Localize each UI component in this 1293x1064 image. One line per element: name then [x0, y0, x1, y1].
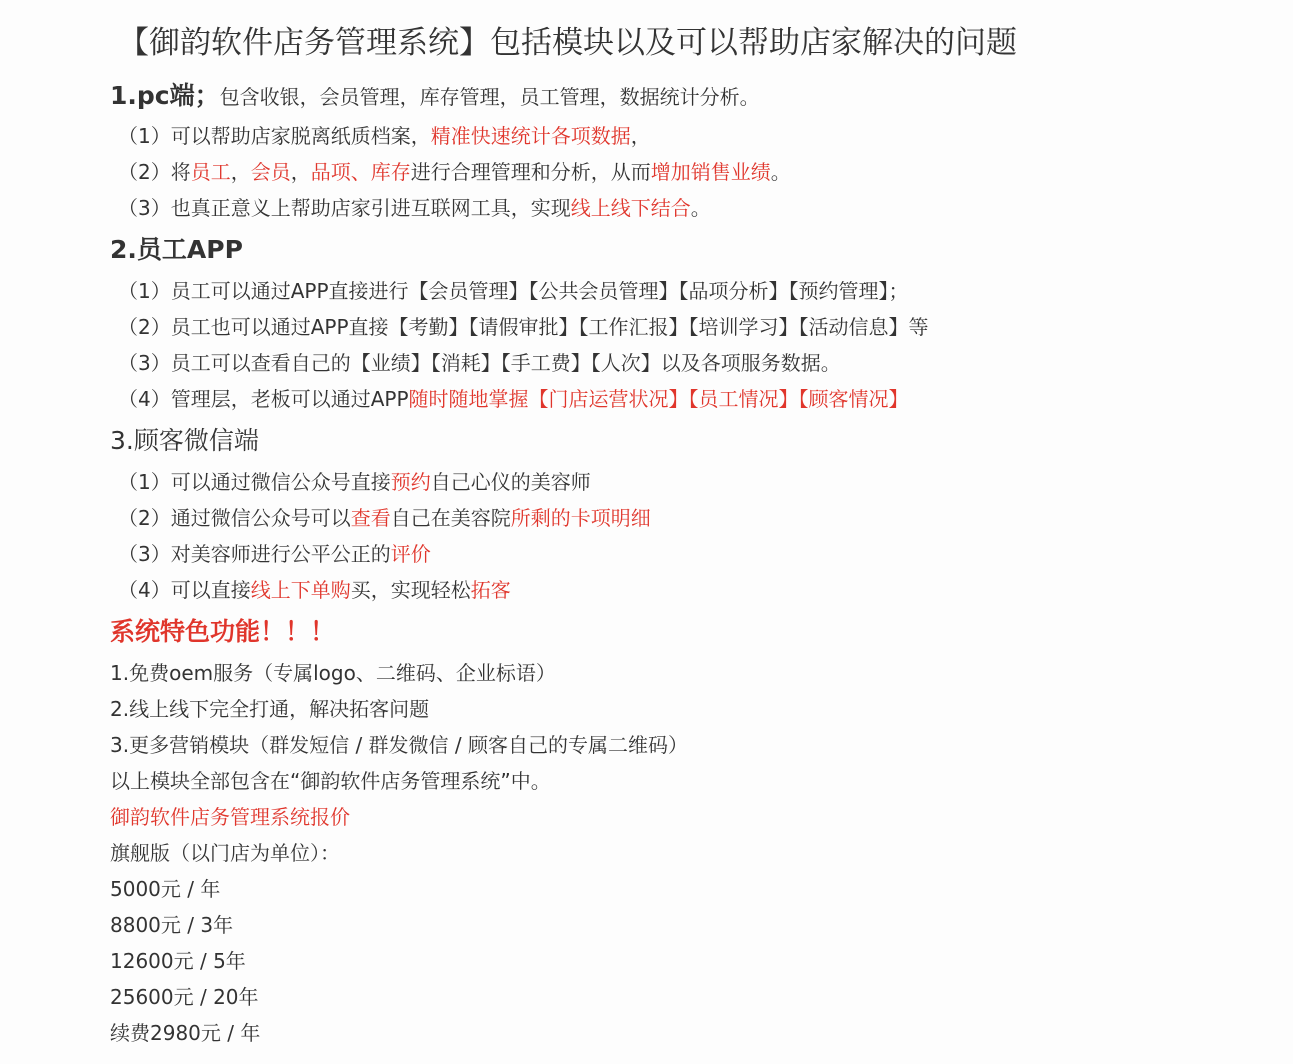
highlight-text: 拓客: [470, 578, 511, 602]
wechat-item-1: （1）可以通过微信公众号直接预约自己心仪的美容师: [118, 470, 591, 494]
price-item: 8800元 / 3年: [110, 913, 234, 937]
highlight-text: 线上下单购: [250, 578, 351, 602]
app-item-4: （4）管理层，老板可以通过APP随时随地掌握【门店运营状况】【员工情况】【顾客情况】: [118, 387, 909, 411]
highlight-text: 员工: [190, 160, 231, 184]
features-heading: 系统特色功能！！！: [110, 617, 336, 646]
wechat-item-4: （4）可以直接线上下单购买，实现轻松拓客: [118, 578, 511, 602]
features-summary: 以上模块全部包含在“御韵软件店务管理系统”中。: [110, 769, 551, 793]
highlight-text: 会员: [250, 160, 291, 184]
highlight-text: 预约: [390, 470, 431, 494]
wechat-item-2: （2）通过微信公众号可以查看自己在美容院所剩的卡项明细: [118, 506, 651, 530]
app-item-3: （3）员工可以查看自己的【业绩】【消耗】【手工费】【人次】以及各项服务数据。: [118, 351, 841, 375]
page-title: 【御韵软件店务管理系统】包括模块以及可以帮助店家解决的问题: [118, 25, 1017, 61]
feature-item-2: 2.线上线下完全打通，解决拓客问题: [110, 697, 430, 721]
feature-item-3: 3.更多营销模块（群发短信 / 群发微信 / 顾客自己的专属二维码）: [110, 733, 688, 757]
highlight-text: 增加销售业绩: [650, 160, 771, 184]
section-pc-heading: 1.pc端；: [110, 81, 220, 110]
price-item: 12600元 / 5年: [110, 949, 246, 973]
highlight-text: 精准快速统计各项数据: [430, 124, 631, 148]
highlight-text: 随时随地掌握【门店运营状况】【员工情况】【顾客情况】: [408, 387, 909, 411]
section-app-heading: 2.员工APP: [110, 235, 243, 264]
price-item: 续费2980元 / 年: [110, 1021, 261, 1045]
feature-item-1: 1.免费oem服务（专属logo、二维码、企业标语）: [110, 661, 556, 685]
price-item: 5000元 / 年: [110, 877, 221, 901]
app-item-2: （2）员工也可以通过APP直接【考勤】【请假审批】【工作汇报】【培训学习】【活动信息】等: [118, 315, 929, 339]
app-item-1: （1）员工可以通过APP直接进行【会员管理】【公共会员管理】【品项分析】【预约管理】；: [118, 279, 909, 303]
section-wechat-heading: 3.顾客微信端: [110, 426, 259, 455]
pc-item-2: （2）将员工，会员，品项、库存进行合理管理和分析，从而增加销售业绩。: [118, 160, 791, 184]
highlight-text: 查看: [350, 506, 391, 530]
highlight-text: 评价: [390, 542, 431, 566]
pricing-edition: 旗舰版（以门店为单位）：: [110, 841, 340, 865]
wechat-item-3: （3）对美容师进行公平公正的评价: [118, 542, 431, 566]
section-pc-description: 包含收银，会员管理，库存管理，员工管理，数据统计分析。: [219, 85, 760, 109]
price-item: 25600元 / 20年: [110, 985, 259, 1009]
highlight-text: 所剩的卡项明细: [510, 506, 651, 530]
pc-item-1: （1）可以帮助店家脱离纸质档案，精准快速统计各项数据，: [118, 124, 651, 148]
section-pc-heading-row: [110, 79, 760, 113]
highlight-text: 线上线下结合: [570, 196, 691, 220]
pricing-heading: 御韵软件店务管理系统报价: [110, 805, 350, 829]
pc-item-3: （3）也真正意义上帮助店家引进互联网工具，实现线上线下结合。: [118, 196, 711, 220]
highlight-text: 品项、库存: [310, 160, 411, 184]
